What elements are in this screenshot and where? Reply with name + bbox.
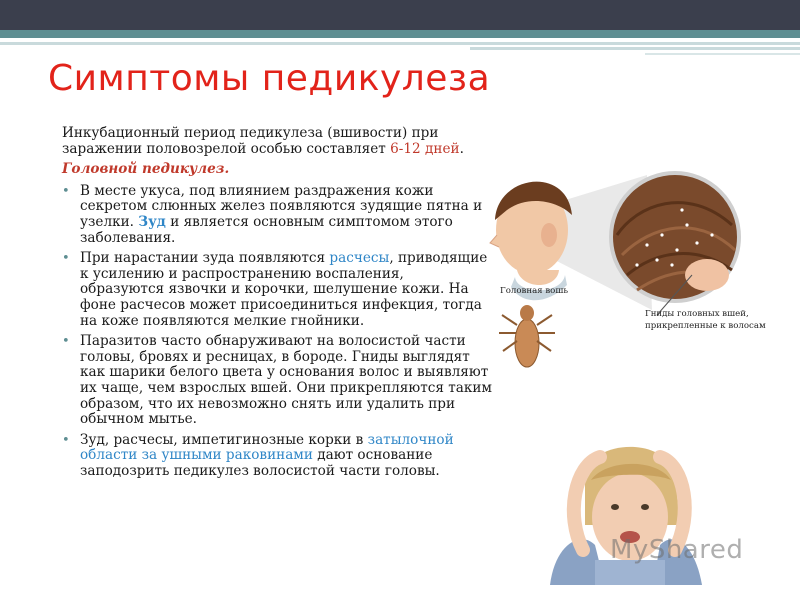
louse-label: Головная вошь — [500, 286, 569, 296]
bullet-icon: • — [62, 432, 70, 448]
bullet-text: дают основание заподозрить педикулез волосистой части головы. — [80, 447, 440, 479]
list-item — [62, 433, 492, 480]
slide-body — [62, 126, 492, 484]
intro-paragraph — [62, 126, 492, 157]
scratches-link[interactable]: расчесы — [329, 250, 390, 267]
boy-head-icon — [490, 182, 572, 301]
bullet-icon: • — [62, 183, 70, 199]
intro-text: Инкубационный период педикулеза (вшивости) при заражении половозрелой особью составляет — [62, 125, 439, 157]
bullet-text: и является основным симптомом этого заболевания. — [80, 213, 453, 246]
intro-end: . — [459, 140, 464, 157]
list-item — [62, 334, 492, 428]
bullet-icon: • — [62, 334, 70, 350]
nits-label-line2: прикрепленные к волосам — [645, 321, 766, 331]
top-divider-line-shortest — [645, 53, 800, 55]
nits-label — [645, 308, 766, 332]
nits-label-line1: Гниды головных вшей, — [645, 309, 749, 319]
bullet-text: В месте укуса, под влиянием раздражения кожи секретом слюнных желез появляются зудящие пятна и узелки. — [80, 182, 483, 230]
list-item — [62, 184, 492, 246]
bullet-text: , приводящие к усилению и распространению воспаления, образуются язвочки и корочки, шелушение кожи. На фоне расчесов может присоединиться инфекция, тогда на коже появляются мелкие гнойники. — [80, 250, 488, 329]
magnified-nits-icon — [611, 173, 739, 301]
subheading-head-lice: Головной педикулез. — [62, 161, 230, 178]
symptom-list — [62, 184, 492, 480]
bullet-text: Зуд, расчесы, импетигинозные корки в — [80, 431, 368, 448]
list-item — [62, 251, 492, 329]
head-lice-illustration — [487, 165, 787, 390]
top-accent-bar — [0, 30, 800, 38]
top-bar — [0, 0, 800, 30]
occipital-area-link[interactable]: затылочной области за ушными раковинами — [80, 431, 454, 464]
top-divider-line — [0, 42, 800, 45]
watermark-text: MyShared — [610, 535, 744, 565]
itch-term: Зуд — [138, 213, 166, 230]
louse-icon — [499, 305, 555, 367]
top-divider-line-short — [470, 47, 800, 50]
slide-title: Симптомы педикулеза — [48, 58, 491, 99]
bullet-text: Паразитов часто обнаруживают на волосистой части головы, бровях и ресницах, в бороде. Гниды выглядят как шарики белого цвета у основания волос и выявляют их чаще, чем взрослых вшей. Они прикрепляются таким образом, что их невозможно снять или удалить при обычном мытье. — [80, 333, 492, 428]
bullet-icon: • — [62, 251, 70, 267]
bullet-text: При нарастании зуда появляются — [80, 250, 330, 267]
incubation-days: 6-12 дней — [390, 140, 460, 157]
